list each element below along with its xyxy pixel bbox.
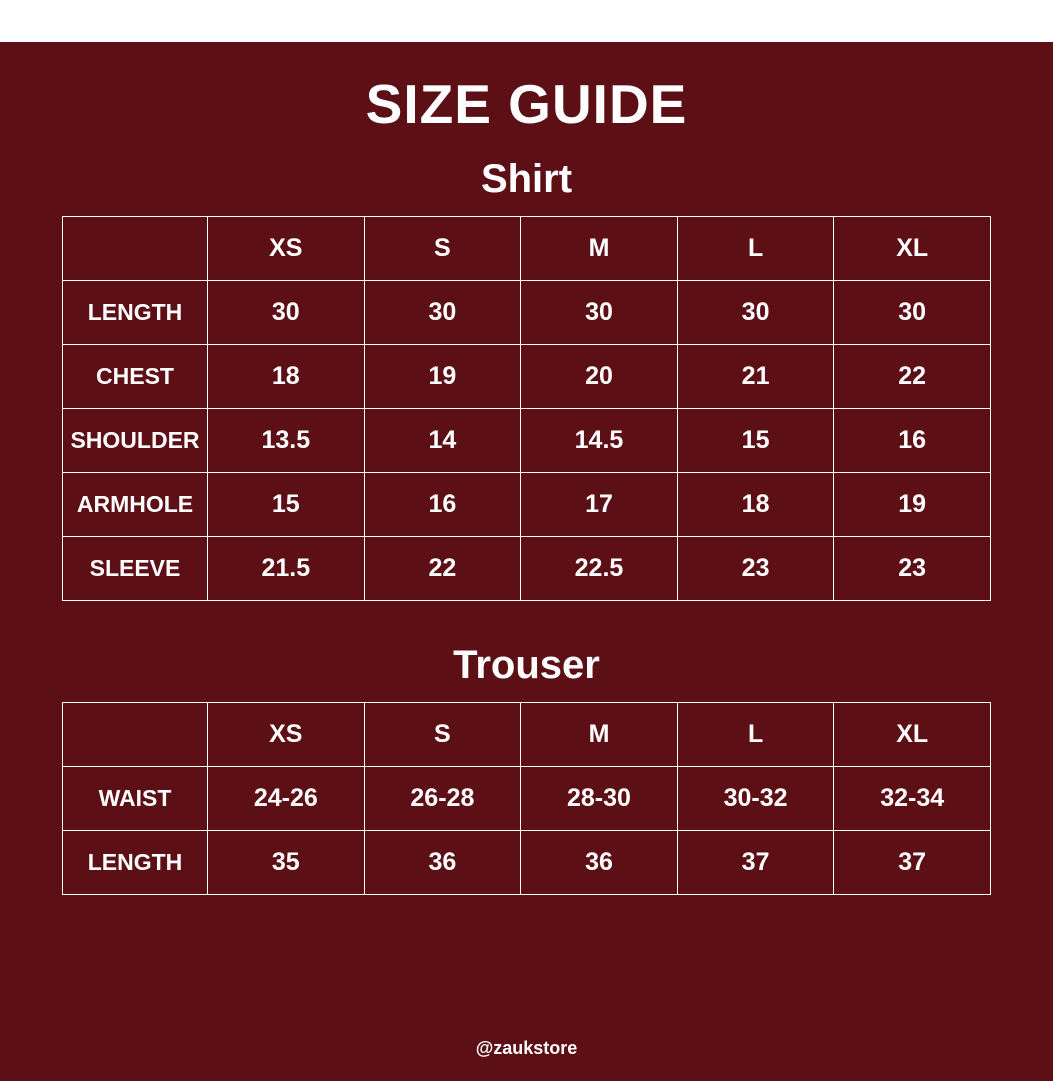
- section-title-trouser: Trouser: [453, 642, 600, 687]
- trouser-waist-l: 30-32: [677, 766, 834, 830]
- size-guide-panel: [0, 42, 1053, 1081]
- shirt-header-xl: XL: [834, 216, 991, 280]
- shirt-chest-xs: 18: [208, 344, 365, 408]
- table-row: [63, 344, 991, 408]
- trouser-row-label-length: LENGTH: [63, 830, 208, 894]
- trouser-row-label-waist: WAIST: [63, 766, 208, 830]
- shirt-armhole-xs: 15: [208, 472, 365, 536]
- table-row: [63, 830, 991, 894]
- table-header-row: [63, 216, 991, 280]
- trouser-header-s: S: [364, 702, 521, 766]
- trouser-header-corner: [63, 702, 208, 766]
- trouser-length-xl: 37: [834, 830, 991, 894]
- table-row: [63, 472, 991, 536]
- shirt-chest-m: 20: [521, 344, 678, 408]
- shirt-armhole-s: 16: [364, 472, 521, 536]
- trouser-waist-xs: 24-26: [208, 766, 365, 830]
- shirt-length-m: 30: [521, 280, 678, 344]
- shirt-armhole-l: 18: [677, 472, 834, 536]
- shirt-armhole-m: 17: [521, 472, 678, 536]
- trouser-header-xs: XS: [208, 702, 365, 766]
- shirt-armhole-xl: 19: [834, 472, 991, 536]
- store-handle: @zaukstore: [475, 1038, 578, 1058]
- trouser-length-l: 37: [677, 830, 834, 894]
- shirt-size-table: [62, 216, 991, 601]
- shirt-shoulder-xl: 16: [834, 408, 991, 472]
- trouser-waist-s: 26-28: [364, 766, 521, 830]
- trouser-waist-m: 28-30: [521, 766, 678, 830]
- shirt-length-xl: 30: [834, 280, 991, 344]
- shirt-row-label-chest: CHEST: [63, 344, 208, 408]
- shirt-chest-xl: 22: [834, 344, 991, 408]
- page-title: SIZE GUIDE: [365, 73, 688, 135]
- shirt-row-label-shoulder: SHOULDER: [63, 408, 208, 472]
- trouser-table-body: [63, 766, 991, 894]
- shirt-header-corner: [63, 216, 208, 280]
- shirt-sleeve-xs: 21.5: [208, 536, 365, 600]
- shirt-shoulder-m: 14.5: [521, 408, 678, 472]
- shirt-sleeve-s: 22: [364, 536, 521, 600]
- shirt-sleeve-l: 23: [677, 536, 834, 600]
- table-row: [63, 766, 991, 830]
- shirt-row-label-length: LENGTH: [63, 280, 208, 344]
- shirt-shoulder-xs: 13.5: [208, 408, 365, 472]
- shirt-length-l: 30: [677, 280, 834, 344]
- trouser-header-xl: XL: [834, 702, 991, 766]
- trouser-length-s: 36: [364, 830, 521, 894]
- shirt-table-body: [63, 280, 991, 600]
- shirt-chest-l: 21: [677, 344, 834, 408]
- table-row: [63, 280, 991, 344]
- table-row: [63, 408, 991, 472]
- shirt-table-wrap: [0, 216, 1053, 601]
- shirt-sleeve-m: 22.5: [521, 536, 678, 600]
- shirt-shoulder-s: 14: [364, 408, 521, 472]
- table-header-row: [63, 702, 991, 766]
- shirt-sleeve-xl: 23: [834, 536, 991, 600]
- shirt-header-xs: XS: [208, 216, 365, 280]
- trouser-header-m: M: [521, 702, 678, 766]
- trouser-length-xs: 35: [208, 830, 365, 894]
- shirt-header-s: S: [364, 216, 521, 280]
- trouser-header-l: L: [677, 702, 834, 766]
- trouser-table-wrap: [0, 702, 1053, 895]
- shirt-row-label-sleeve: SLEEVE: [63, 536, 208, 600]
- section-title-shirt: Shirt: [480, 156, 573, 201]
- shirt-header-l: L: [677, 216, 834, 280]
- shirt-length-s: 30: [364, 280, 521, 344]
- table-row: [63, 536, 991, 600]
- top-white-bar: [0, 0, 1053, 42]
- shirt-table-head: [63, 216, 991, 280]
- shirt-row-label-armhole: ARMHOLE: [63, 472, 208, 536]
- shirt-length-xs: 30: [208, 280, 365, 344]
- shirt-shoulder-l: 15: [677, 408, 834, 472]
- trouser-length-m: 36: [521, 830, 678, 894]
- shirt-header-m: M: [521, 216, 678, 280]
- trouser-size-table: [62, 702, 991, 895]
- trouser-table-head: [63, 702, 991, 766]
- trouser-waist-xl: 32-34: [834, 766, 991, 830]
- shirt-chest-s: 19: [364, 344, 521, 408]
